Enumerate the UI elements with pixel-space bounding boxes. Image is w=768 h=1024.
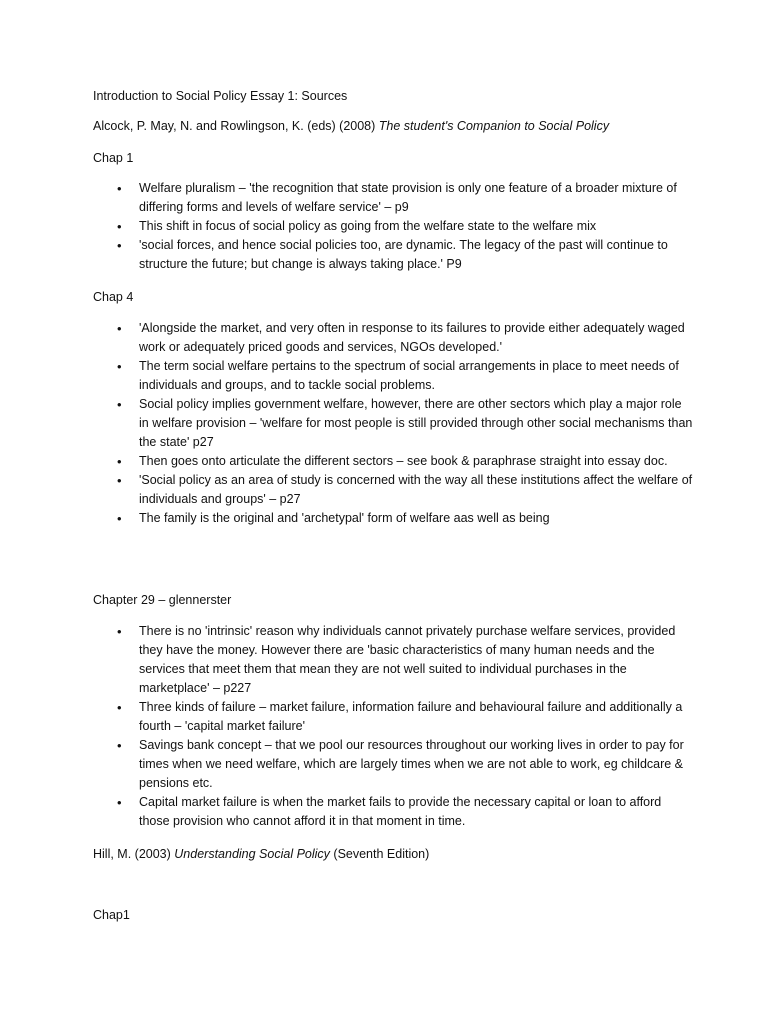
section-heading-chap1: Chap 1: [93, 151, 134, 165]
list-item: • Three kinds of failure – market failure, information failure and behavioural failure and additionally a fourth – 'capital market failure': [93, 698, 693, 736]
list-item: • 'Social policy as an area of study is concerned with the way all these institutions affect the welfare of individuals and groups' – p27: [93, 471, 693, 509]
list-item: • The term social welfare pertains to the spectrum of social arrangements in place to meet needs of individuals and groups, and to tackle social problems.: [93, 357, 693, 395]
list-item: • Social policy implies government welfare, however, there are other sectors which play a major role in welfare provision – 'welfare for most people is still provided through other social mechanisms than the state' p27: [93, 395, 693, 452]
reference-alcock: [93, 117, 609, 136]
list-item: • 'social forces, and hence social policies too, are dynamic. The legacy of the past will continue to structure the future; but change is always taking place.' P9: [93, 236, 693, 274]
document-title: Introduction to Social Policy Essay 1: Sources: [93, 89, 348, 103]
bullet-list-chap1: [93, 179, 693, 274]
bullet-list-chapter29: [93, 622, 693, 831]
list-item: • The family is the original and 'archetypal' form of welfare aas well as being: [93, 509, 693, 528]
reference-edition: (Seventh Edition): [333, 847, 430, 861]
reference-hill: [93, 845, 429, 864]
list-item: • 'Alongside the market, and very often in response to its failures to provide either adequately waged work or adequately priced goods and services, NGOs developed.': [93, 319, 693, 357]
section-heading-chap4: Chap 4: [93, 290, 134, 304]
bullet-list-chap4: [93, 319, 693, 528]
list-item: • Welfare pluralism – 'the recognition that state provision is only one feature of a broader mixture of differing forms and levels of welfare service' – p9: [93, 179, 693, 217]
list-item: • Then goes onto articulate the different sectors – see book & paraphrase straight into essay doc.: [93, 452, 693, 471]
reference-authors: Alcock, P. May, N. and Rowlingson, K. (eds) (2008): [93, 119, 376, 133]
reference-book-title: The student's Companion to Social Policy: [378, 119, 610, 133]
list-item: • There is no 'intrinsic' reason why individuals cannot privately purchase welfare services, provided they have the money. However there are 'basic characteristics of many human needs and the services that meet them that mean they are not well suited to individual purchases in the marketplace' – p227: [93, 622, 693, 698]
list-item: • This shift in focus of social policy as going from the welfare state to the welfare mix: [93, 217, 693, 236]
reference-book-title: Understanding Social Policy: [174, 847, 330, 861]
list-item: • Capital market failure is when the market fails to provide the necessary capital or loan to afford those provision who cannot afford it in that moment in time.: [93, 793, 693, 831]
list-item: • Savings bank concept – that we pool our resources throughout our working lives in order to pay for times when we need welfare, which are largely times when we are not able to work, eg childcare & pensions etc.: [93, 736, 693, 793]
section-heading-chap1-hill: Chap1: [93, 908, 130, 922]
reference-authors: Hill, M. (2003): [93, 847, 171, 861]
section-heading-chapter29: Chapter 29 – glennerster: [93, 593, 232, 607]
